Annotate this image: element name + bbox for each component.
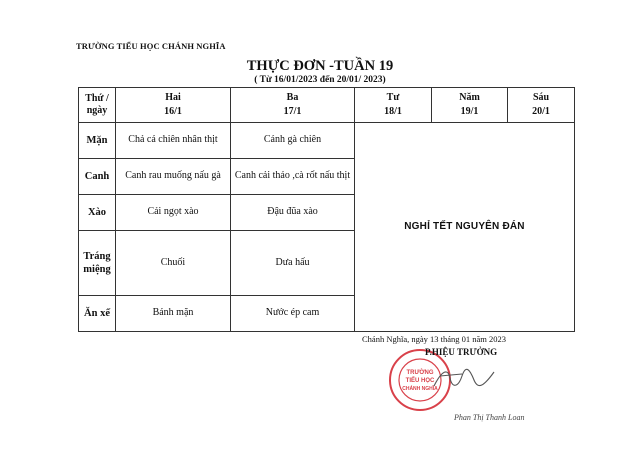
meal-category: Mặn	[79, 123, 116, 159]
stamp-line: CHÁNH NGHĨA	[402, 386, 438, 392]
menu-cell-tue: Cánh gà chiên	[231, 123, 355, 159]
day-header-tue	[231, 88, 355, 123]
table-row	[79, 123, 575, 159]
day-name: Sáu	[532, 91, 550, 103]
menu-cell-mon: Chả cá chiên nhân thịt	[116, 123, 231, 159]
day-name: Năm	[459, 91, 480, 103]
day-header-fri	[508, 88, 575, 123]
day-date: 18/1	[384, 106, 402, 117]
page-title: THỰC ĐƠN -TUẦN 19	[246, 58, 394, 74]
day-date: 17/1	[283, 106, 302, 117]
stamp-line: TRƯỜNG	[406, 370, 434, 376]
menu-cell-tue: Đậu đũa xào	[231, 194, 355, 230]
school-name: TRƯỜNG TIỂU HỌC CHÁNH NGHĨA	[76, 41, 226, 51]
menu-cell-tue: Canh cải thảo ,cà rốt nấu thịt	[231, 158, 355, 194]
day-name: Tư	[386, 91, 400, 103]
day-date: 19/1	[460, 106, 479, 117]
menu-cell-mon: Bánh mặn	[116, 296, 231, 332]
weekly-menu-table	[78, 87, 575, 332]
corner-label: Thứ / ngày	[79, 88, 116, 123]
meal-category: Tráng miệng	[79, 230, 116, 295]
meal-category: Xào	[79, 194, 116, 230]
menu-cell-mon: Chuối	[116, 230, 231, 295]
day-date: 20/1	[532, 106, 550, 117]
date-range: ( Từ 16/01/2023 đến 20/01/ 2023)	[254, 75, 386, 85]
menu-cell-mon: Canh rau muống nấu gà	[116, 158, 231, 194]
menu-cell-mon: Cải ngọt xào	[116, 194, 231, 230]
menu-cell-tue: Dưa hấu	[231, 230, 355, 295]
day-name: Hai	[165, 91, 181, 103]
menu-cell-tue: Nước ép cam	[231, 296, 355, 332]
day-header-thu	[432, 88, 508, 123]
meal-category: Ăn xế	[79, 296, 116, 332]
place-date: Chánh Nghĩa, ngày 13 tháng 01 năm 2023	[362, 334, 507, 344]
holiday-note: NGHỈ TẾT NGUYÊN ĐÁN	[355, 123, 575, 332]
day-header-wed	[355, 88, 432, 123]
meal-category: Canh	[79, 158, 116, 194]
day-header-mon	[116, 88, 231, 123]
signer-name: Phan Thị Thanh Loan	[454, 413, 525, 422]
day-name: Ba	[286, 91, 299, 103]
day-date: 16/1	[164, 106, 182, 117]
signer-role: P.HIỆU TRƯỞNG	[425, 347, 498, 357]
handwritten-signature	[432, 364, 496, 392]
table-header-row	[79, 88, 575, 123]
stamp-line: TIỂU HỌC	[405, 378, 435, 384]
